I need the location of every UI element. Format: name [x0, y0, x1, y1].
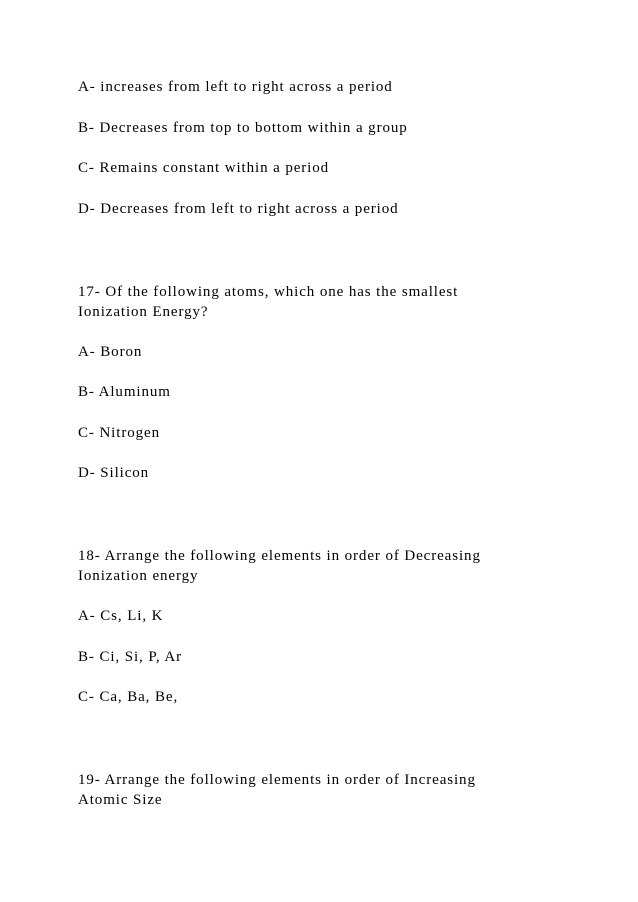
question-17-option-b: B- Aluminum: [78, 384, 171, 400]
question-18-option-a: A- Cs, Li, K: [78, 608, 164, 624]
question-18-stem-line2: Ionization energy: [78, 568, 199, 584]
question-17-option-a: A- Boron: [78, 344, 143, 360]
question-17-option-d: D- Silicon: [78, 465, 150, 481]
option-c-prev: C- Remains constant within a period: [78, 160, 330, 176]
question-18-stem-line1: 18- Arrange the following elements in order of Decreasing: [78, 548, 481, 564]
question-19-stem-line2: Atomic Size: [78, 792, 163, 808]
question-19-stem-line1: 19- Arrange the following elements in order of Increasing: [78, 772, 476, 788]
question-18-option-b: B- Ci, Si, P, Ar: [78, 649, 183, 665]
question-17-stem-line2: Ionization Energy?: [78, 304, 209, 320]
question-17-option-c: C- Nitrogen: [78, 425, 160, 441]
option-a-prev: A- increases from left to right across a period: [78, 79, 393, 95]
option-d-prev: D- Decreases from left to right across a period: [78, 201, 399, 217]
option-b-prev: B- Decreases from top to bottom within a group: [78, 120, 408, 136]
question-18-option-c: C- Ca, Ba, Be,: [78, 689, 179, 705]
question-17-stem-line1: 17- Of the following atoms, which one has the smallest: [78, 284, 459, 300]
